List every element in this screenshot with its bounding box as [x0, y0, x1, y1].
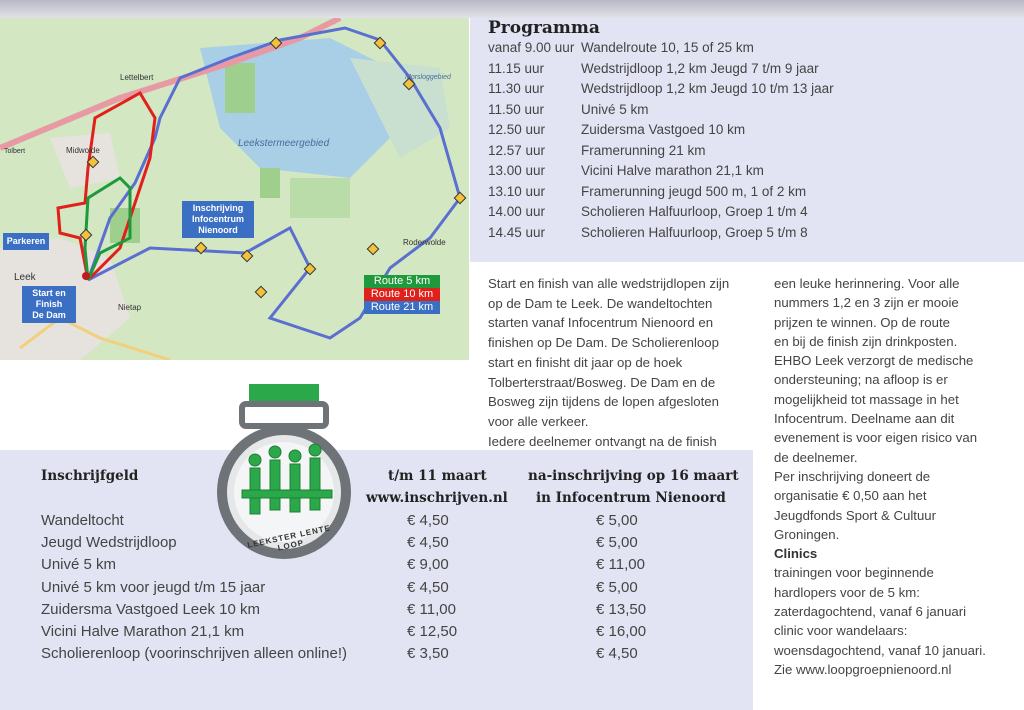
- programma-row: [488, 102, 649, 117]
- text-line: Tolberterstraat/Bosweg. De Dam en de: [488, 374, 716, 390]
- legend-route-10km: [364, 288, 440, 301]
- fee-late: € 16,00: [596, 623, 647, 640]
- text-line: de deelnemer.: [774, 449, 858, 465]
- programma-event: Wedstrijdloop 1,2 km Jeugd 7 t/m 9 jaar: [581, 60, 819, 76]
- programma-row: [488, 61, 819, 76]
- programma-row: [488, 225, 808, 240]
- map-place-label: Leek: [14, 272, 36, 283]
- fee-early: € 4,50: [407, 534, 449, 552]
- callout-line: Nienoord: [198, 225, 238, 235]
- programma-row: [488, 40, 754, 55]
- top-bar: [0, 0, 1024, 18]
- fee-name: Vicini Halve Marathon 21,1 km: [41, 623, 245, 640]
- fee-row: [41, 578, 638, 596]
- fee-early: € 4,50: [407, 578, 449, 596]
- fee-early: € 3,50: [407, 645, 449, 663]
- text-line: Groningen.: [774, 526, 840, 542]
- text-line: Jeugdfonds Sport & Cultuur: [774, 507, 937, 523]
- fee-name: Wandeltocht: [41, 512, 124, 529]
- text-line: EHBO Leek verzorgt de medische: [774, 353, 974, 369]
- programma-time: 14.00 uur: [488, 204, 546, 219]
- programma-event: Wedstrijdloop 1,2 km Jeugd 10 t/m 13 jaar: [581, 81, 834, 96]
- fee-early: € 9,00: [407, 556, 449, 574]
- text-line: prijzen te winnen. Op de route: [774, 314, 950, 330]
- text-line: Infocentrum. Deelname aan dit: [774, 411, 955, 427]
- fee-row: [41, 600, 647, 618]
- text-line: Start en finish van alle wedstrijdlopen zijn: [488, 276, 730, 291]
- programma-event: Framerunning jeugd 500 m, 1 of 2 km: [581, 183, 807, 199]
- programma-title: Programma: [488, 18, 600, 38]
- text-line: clinic voor wandelaars:: [774, 623, 908, 639]
- route-map: [0, 18, 469, 360]
- text-line: nummers 1,2 en 3 zijn er mooie: [774, 295, 959, 311]
- fee-name: Univé 5 km voor jeugd t/m 15 jaar: [41, 578, 266, 596]
- fee-late: € 13,50: [596, 600, 647, 618]
- text-line: voor alle verkeer.: [488, 413, 589, 429]
- map-place-label: Tolbert: [4, 148, 26, 155]
- fee-early: € 11,00: [407, 600, 456, 618]
- inschrijfgeld-panel: [0, 450, 753, 710]
- fees-col1-head: t/m 11 maart: [388, 468, 487, 484]
- medal-text: LEEKSTER LENTE LOOP: [246, 523, 332, 553]
- programma-row: [488, 184, 806, 199]
- fee-late: € 5,00: [596, 512, 638, 529]
- text-line: op de Dam te Leek. De wandeltochten: [488, 295, 713, 311]
- text-line: mogelijkheid tot massage in het: [774, 391, 959, 407]
- callout-line: Start en: [32, 288, 66, 298]
- map-place-label: Morsloggebied: [405, 74, 451, 81]
- legend-label: Route 10 km: [370, 288, 434, 300]
- programma-time: 14.45 uur: [488, 224, 546, 240]
- programma-time: 13.10 uur: [488, 183, 546, 199]
- text-line: hardlopers voor de 5 km:: [774, 584, 920, 600]
- fee-row: [41, 645, 638, 663]
- text-line: Per inschrijving doneert de: [774, 468, 931, 484]
- text-line: start en finisht dit jaar op de hoek: [488, 354, 683, 370]
- text-line: Iedere deelnemer ontvangt na de finish: [488, 433, 717, 449]
- callout-line: Infocentrum: [191, 214, 244, 224]
- text-line: een leuke herinnering. Voor alle: [774, 276, 960, 291]
- fee-row: [41, 623, 647, 640]
- text-line: trainingen voor beginnende: [774, 565, 934, 581]
- medal-logo: [210, 380, 360, 560]
- clinics-title: Clinics: [774, 546, 818, 562]
- map-place-label: Nietap: [118, 303, 142, 312]
- text-line: organisatie € 0,50 aan het: [774, 488, 927, 504]
- fee-name: Jeugd Wedstrijdloop: [41, 534, 177, 552]
- programma-event: Framerunning 21 km: [581, 142, 706, 158]
- programma-time: 11.50 uur: [488, 101, 545, 117]
- fees-col2-head: na-inschrijving op 16 maart: [528, 468, 739, 484]
- fees-col1-head: www.inschrijven.nl: [366, 490, 508, 506]
- programma-row: [488, 143, 706, 158]
- text-line: evenement is voor eigen risico van: [774, 430, 978, 446]
- text-line: finishen op De Dam. De Scholierenloop: [488, 335, 719, 351]
- fee-row: [41, 512, 638, 529]
- programma-time: 11.30 uur: [488, 81, 545, 96]
- programma-event: Univé 5 km: [581, 101, 649, 117]
- text-line: Zie www.loopgroepnienoord.nl: [774, 661, 952, 677]
- map-place-label: Leekstermeergebied: [238, 138, 330, 149]
- programma-row: [488, 81, 834, 96]
- fees-title: Inschrijfgeld: [41, 468, 139, 484]
- programma-time: 13.00 uur: [488, 163, 546, 178]
- start-finish-callout: [22, 286, 76, 323]
- programma-event: Vicini Halve marathon 21,1 km: [581, 163, 764, 178]
- map-place-label: Roderwolde: [403, 238, 446, 247]
- callout-line: Inschrijving: [192, 203, 244, 213]
- callout-line: Finish: [35, 299, 63, 309]
- text-line: woensdagochtend, vanaf 10 januari.: [774, 642, 986, 658]
- fee-late: € 5,00: [596, 578, 638, 596]
- inschrijving-callout: [182, 201, 254, 238]
- programma-panel: [470, 18, 1024, 262]
- text-line: en bij de finish zijn drinkposten.: [774, 333, 958, 349]
- parkeren-callout: Parkeren: [3, 233, 49, 250]
- legend-route-21km: [364, 301, 440, 314]
- fee-late: € 11,00: [596, 556, 645, 574]
- programma-row: [488, 163, 764, 178]
- programma-time: 12.50 uur: [488, 122, 546, 137]
- text-line: starten vanaf Infocentrum Nienoord en: [488, 315, 714, 331]
- fee-early: € 4,50: [407, 512, 449, 529]
- programma-event: Scholieren Halfuurloop, Groep 1 t/m 4: [581, 204, 808, 219]
- fee-name: Zuidersma Vastgoed Leek 10 km: [41, 600, 261, 618]
- map-place-label: Lettelbert: [120, 73, 154, 82]
- programma-time: vanaf 9.00 uur: [488, 40, 575, 55]
- legend-label: Route 21 km: [370, 301, 434, 313]
- info-text-column-2: [774, 274, 1014, 679]
- fee-late: € 5,00: [596, 534, 638, 552]
- fees-col2-head: in Infocentrum Nienoord: [536, 490, 726, 506]
- legend-label: Route 5 km: [373, 275, 431, 287]
- text-line: Bosweg zijn tijdens de lopen afgesloten: [488, 394, 719, 410]
- programma-row: [488, 204, 808, 219]
- fee-row: [41, 556, 645, 574]
- programma-event: Scholieren Halfuurloop, Groep 5 t/m 8: [581, 224, 808, 240]
- legend-route-5km: [364, 275, 440, 288]
- programma-event: Zuidersma Vastgoed 10 km: [581, 122, 746, 137]
- text-line: ondersteuning; na afloop is er: [774, 372, 948, 388]
- fee-name: Scholierenloop (voorinschrijven alleen online!): [41, 645, 348, 663]
- fee-early: € 12,50: [407, 623, 458, 640]
- programma-event: Wandelroute 10, 15 of 25 km: [581, 40, 754, 55]
- programma-time: 12.57 uur: [488, 142, 546, 158]
- fee-late: € 4,50: [596, 645, 638, 663]
- callout-line: De Dam: [32, 310, 66, 320]
- programma-row: [488, 122, 745, 137]
- text-line: zaterdagochtend, vanaf 6 januari: [774, 604, 967, 620]
- programma-time: 11.15 uur: [488, 60, 545, 76]
- info-text-column-1: [488, 274, 750, 451]
- fee-name: Univé 5 km: [41, 556, 117, 574]
- map-place-label: Midwolde: [66, 146, 100, 155]
